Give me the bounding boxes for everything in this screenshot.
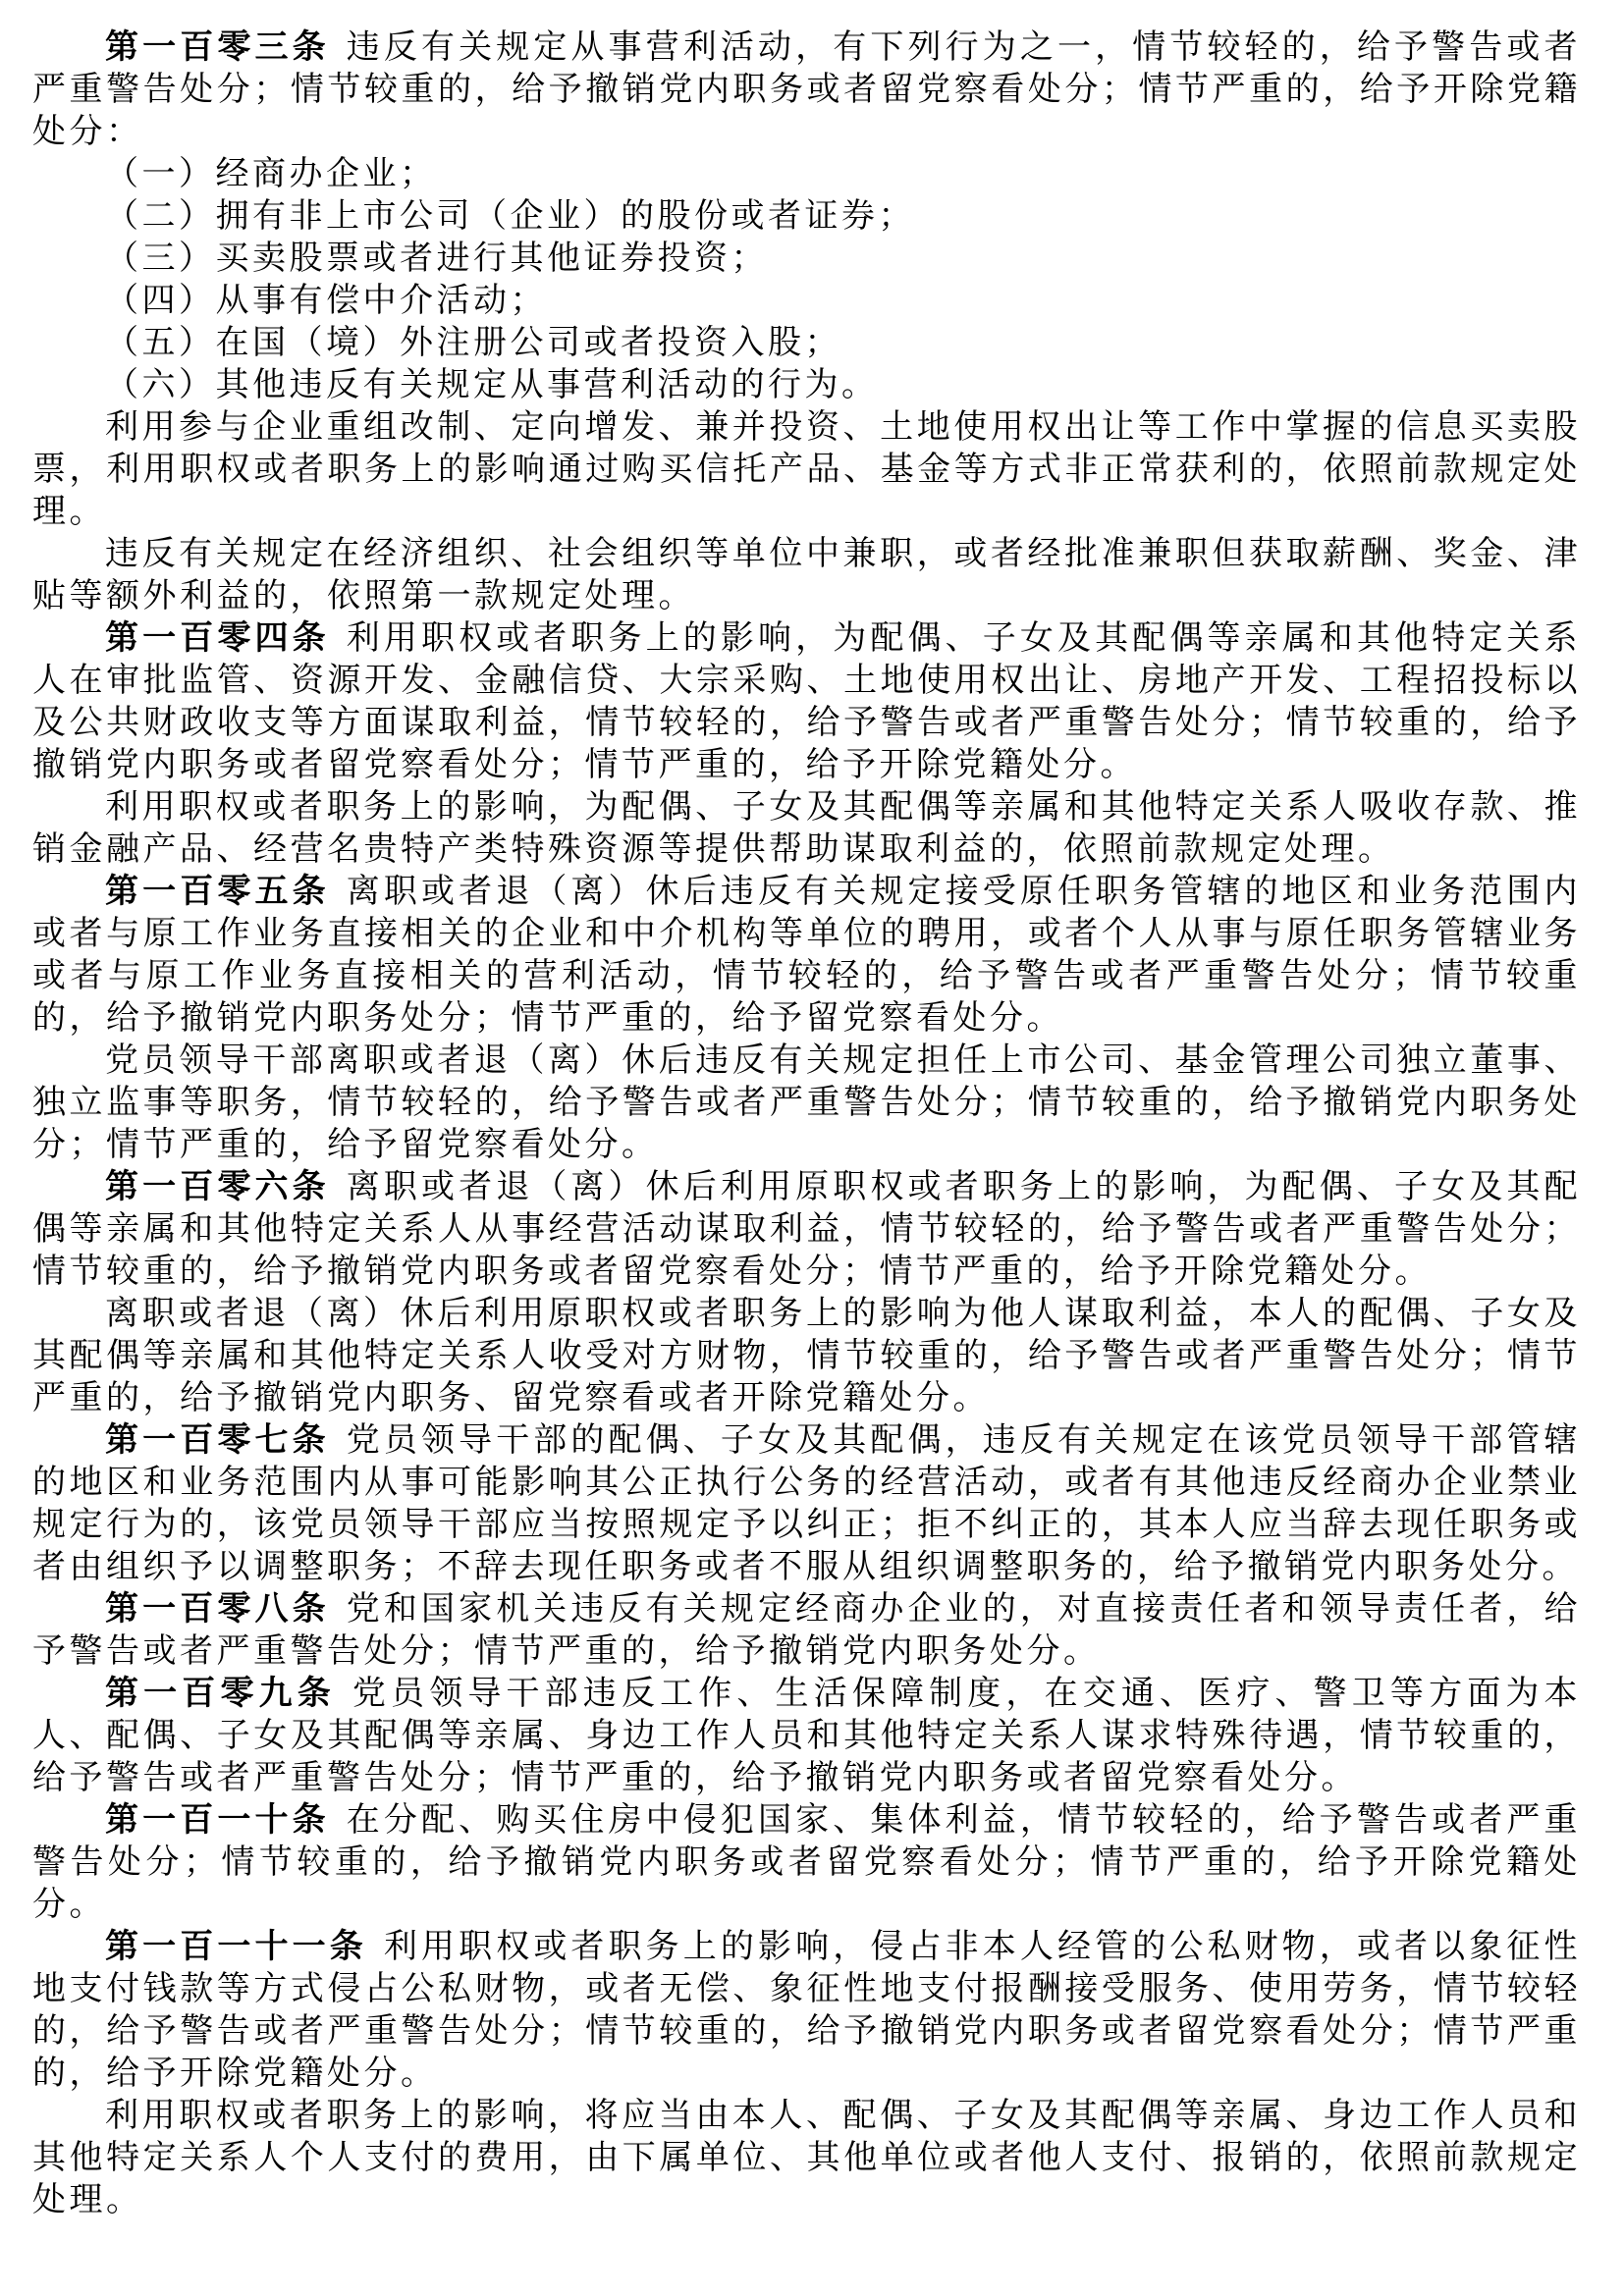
- article-106-paragraph-2: [32, 1293, 1581, 1419]
- paragraph-text: 党员领导干部违反工作、生活保障制度，在交通、医疗、警卫等方面为本人、配偶、子女及其配偶等亲属、身边工作人员和其他特定关系人谋求特殊待遇，情节较重的，给予警告或者严重警告处分；情节严重的，给予撤销党内职务或者留党察看处分。: [32, 1676, 1582, 1796]
- article-103-item-3: [32, 238, 1581, 280]
- paragraph-text: 利用职权或者职务上的影响，将应当由本人、配偶、子女及其配偶等亲属、身边工作人员和其他特定关系人个人支付的费用，由下属单位、其他单位或者他人支付、报销的，依照前款规定处理。: [32, 2098, 1581, 2218]
- article-103-item-5: [32, 322, 1581, 364]
- article-106-number: 第一百零六条: [105, 1167, 330, 1206]
- paragraph-text: 党和国家机关违反有关规定经商办企业的，对直接责任者和领导责任者，给予警告或者严重警告处分；情节严重的，给予撤销党内职务处分。: [32, 1591, 1582, 1670]
- article-103-item-1: [32, 153, 1581, 195]
- paragraph-text: 党员领导干部的配偶、子女及其配偶，违反有关规定在该党员领导干部管辖的地区和业务范围内从事可能影响其公正执行公务的经营活动，或者有其他违反经商办企业禁业规定行为的，该党员领导干部应当按照规定予以纠正；拒不纠正的，其本人应当辞去现任职务或者由组织予以调整职务；不辞去现任职务或者不服从组织调整职务的，给予撤销党内职务处分。: [32, 1422, 1582, 1585]
- paragraph-text: 利用职权或者职务上的影响，为配偶、子女及其配偶等亲属和其他特定关系人在审批监管、资源开发、金融信贷、大宗采购、土地使用权出让、房地产开发、工程招投标以及公共财政收支等方面谋取利益，情节较轻的，给予警告或者严重警告处分；情节较重的，给予撤销党内职务或者留党察看处分；情节严重的，给予开除党籍处分。: [32, 620, 1582, 783]
- article-108-paragraph: [32, 1588, 1581, 1673]
- paragraph-text: （四）从事有偿中介活动；: [105, 283, 547, 319]
- article-104-number: 第一百零四条: [105, 618, 330, 658]
- paragraph-text: 利用职权或者职务上的影响，侵占非本人经管的公私财物，或者以象征性地支付钱款等方式侵占公私财物，或者无偿、象征性地支付报酬接受服务、使用劳务，情节较轻的，给予警告或者严重警告处分；情节较重的，给予撤销党内职务或者留党察看处分；情节严重的，给予开除党籍处分。: [32, 1929, 1582, 2092]
- article-104-lead-paragraph: [32, 617, 1581, 786]
- paragraph-text: 违反有关规定从事营利活动，有下列行为之一，情节较轻的，给予警告或者严重警告处分；情节较重的，给予撤销党内职务或者留党察看处分；情节严重的，给予开除党籍处分：: [32, 29, 1582, 150]
- article-109-paragraph: [32, 1673, 1581, 1799]
- paragraph-text: （六）其他违反有关规定从事营利活动的行为。: [105, 367, 879, 403]
- article-106-lead-paragraph: [32, 1166, 1581, 1293]
- article-105-number: 第一百零五条: [105, 872, 330, 911]
- article-103-paragraph-2: [32, 406, 1581, 533]
- article-110-number: 第一百一十条: [105, 1800, 330, 1840]
- article-103-number: 第一百零三条: [105, 27, 330, 67]
- article-108-number: 第一百零八条: [105, 1589, 330, 1629]
- paragraph-text: 利用参与企业重组改制、定向增发、兼并投资、土地使用权出让等工作中掌握的信息买卖股票，利用职权或者职务上的影响通过购买信托产品、基金等方式非正常获利的，依照前款规定处理。: [32, 409, 1581, 530]
- article-105-paragraph-2: [32, 1040, 1581, 1166]
- article-103-item-2: [32, 195, 1581, 238]
- article-111-lead-paragraph: [32, 1926, 1581, 2095]
- paragraph-text: （一）经商办企业；: [105, 156, 437, 192]
- article-104-paragraph-2: [32, 786, 1581, 871]
- article-107-number: 第一百零七条: [105, 1420, 330, 1460]
- article-111-paragraph-2: [32, 2095, 1581, 2221]
- paragraph-text: 离职或者退（离）休后利用原职权或者职务上的影响，为配偶、子女及其配偶等亲属和其他特定关系人从事经营活动谋取利益，情节较轻的，给予警告或者严重警告处分；情节较重的，给予撤销党内职务或者留党察看处分；情节严重的，给予开除党籍处分。: [32, 1169, 1582, 1290]
- paragraph-text: 利用职权或者职务上的影响，为配偶、子女及其配偶等亲属和其他特定关系人吸收存款、推销金融产品、经营名贵特产类特殊资源等提供帮助谋取利益的，依照前款规定处理。: [32, 789, 1581, 868]
- paragraph-text: （三）买卖股票或者进行其他证券投资；: [105, 240, 768, 277]
- paragraph-text: 违反有关规定在经济组织、社会组织等单位中兼职，或者经批准兼职但获取薪酬、奖金、津贴等额外利益的，依照第一款规定处理。: [32, 536, 1581, 614]
- article-103-paragraph-3: [32, 533, 1581, 617]
- paragraph-text: 在分配、购买住房中侵犯国家、集体利益，情节较轻的，给予警告或者严重警告处分；情节较重的，给予撤销党内职务或者留党察看处分；情节严重的，给予开除党籍处分。: [32, 1802, 1582, 1923]
- paragraph-text: （五）在国（境）外注册公司或者投资入股；: [105, 325, 841, 361]
- article-110-paragraph: [32, 1799, 1581, 1926]
- article-109-number: 第一百零九条: [105, 1674, 336, 1713]
- article-103-item-6: [32, 364, 1581, 406]
- paragraph-text: （二）拥有非上市公司（企业）的股份或者证券；: [105, 198, 915, 235]
- article-107-paragraph: [32, 1419, 1581, 1588]
- paragraph-text: 离职或者退（离）休后违反有关规定接受原任职务管辖的地区和业务范围内或者与原工作业务直接相关的企业和中介机构等单位的聘用，或者个人从事与原任职务管辖业务或者与原工作业务直接相关的营利活动，情节较轻的，给予警告或者严重警告处分；情节较重的，给予撤销党内职务处分；情节严重的，给予留党察看处分。: [32, 874, 1582, 1037]
- paragraph-text: 离职或者退（离）休后利用原职权或者职务上的影响为他人谋取利益，本人的配偶、子女及其配偶等亲属和其他特定关系人收受对方财物，情节较重的，给予警告或者严重警告处分；情节严重的，给予撤销党内职务、留党察看或者开除党籍处分。: [32, 1296, 1581, 1416]
- article-103-lead-paragraph: [32, 27, 1581, 153]
- article-105-lead-paragraph: [32, 871, 1581, 1040]
- article-111-number: 第一百一十一条: [105, 1927, 367, 1966]
- article-103-item-4: [32, 280, 1581, 322]
- paragraph-text: 党员领导干部离职或者退（离）休后违反有关规定担任上市公司、基金管理公司独立董事、独立监事等职务，情节较轻的，给予警告或者严重警告处分；情节较重的，给予撤销党内职务处分；情节严重的，给予留党察看处分。: [32, 1042, 1581, 1163]
